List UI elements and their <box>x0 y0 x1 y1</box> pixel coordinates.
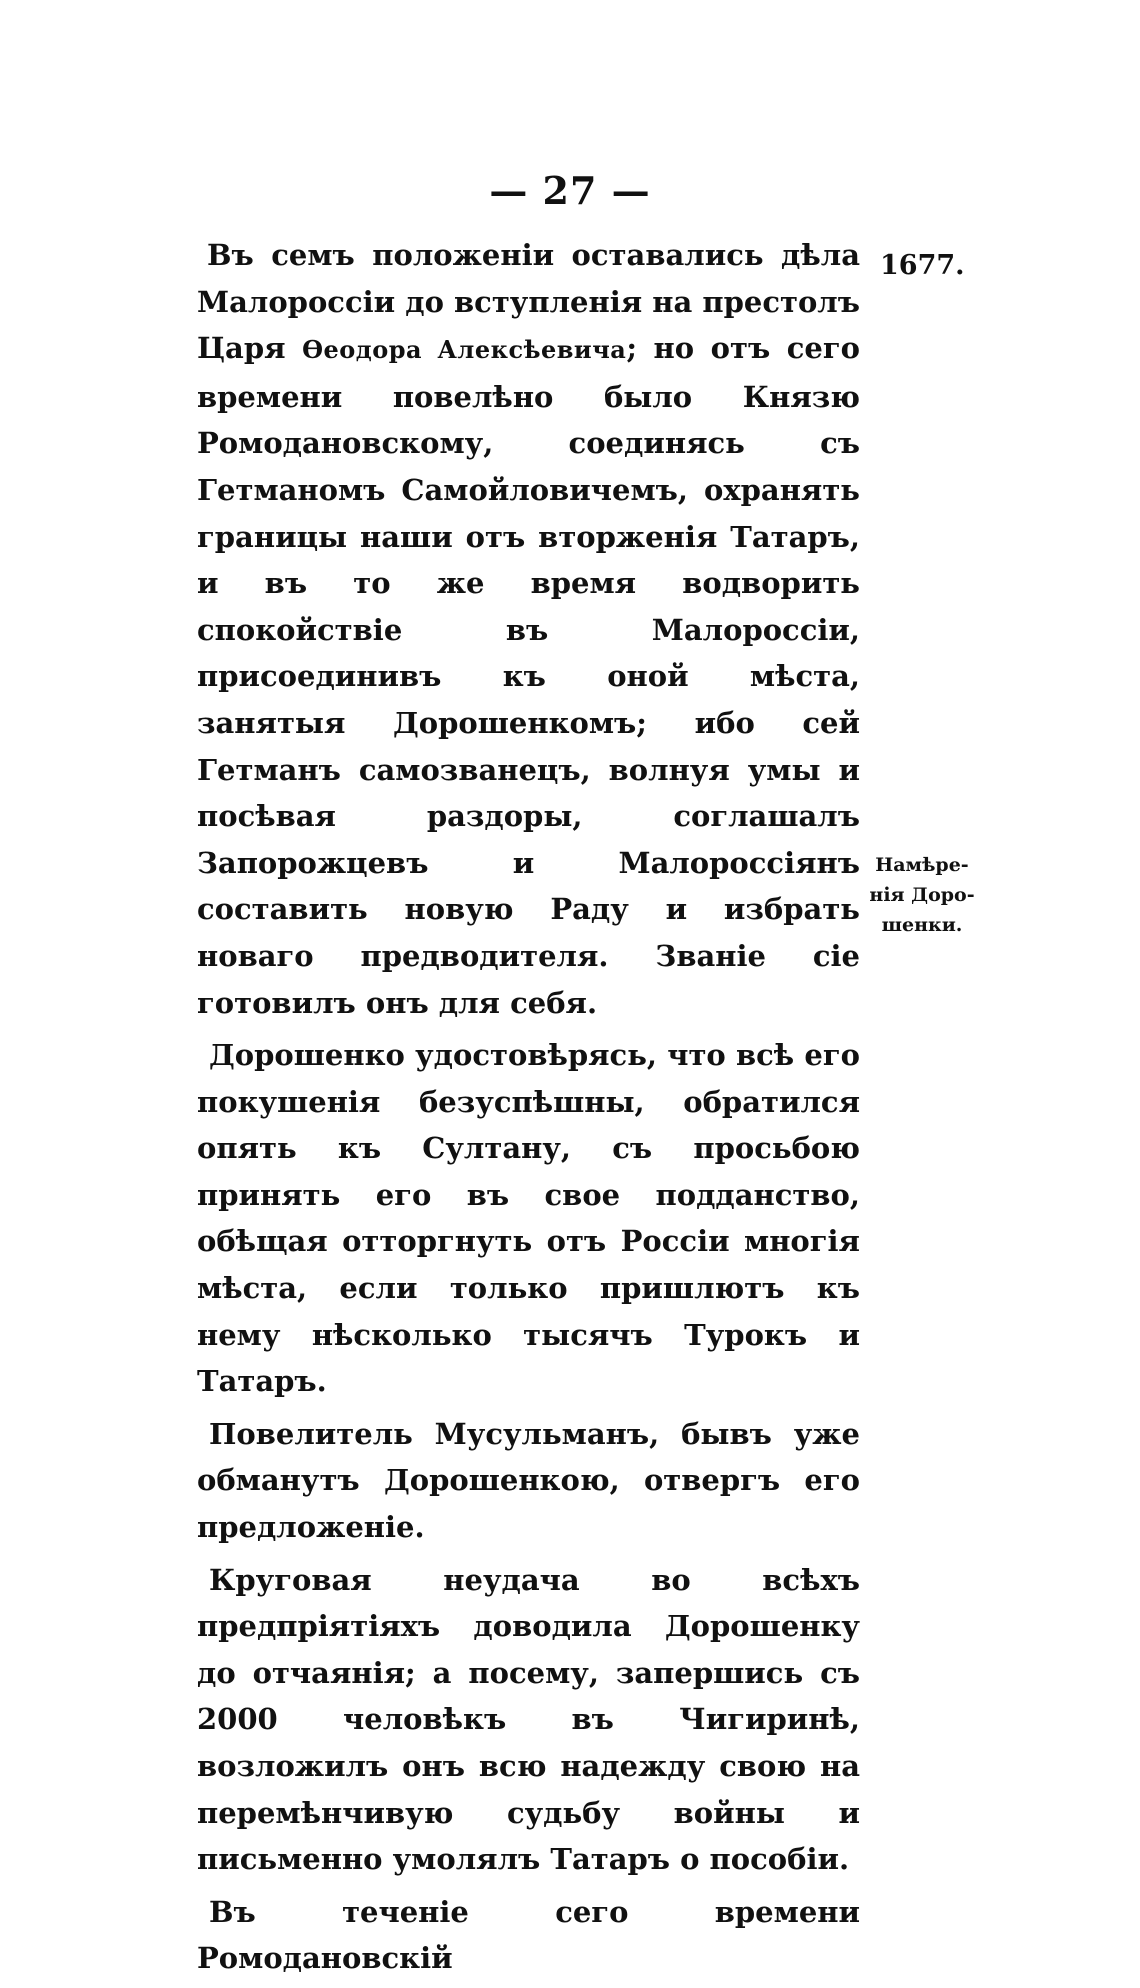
margin-note <box>868 850 976 940</box>
paragraph: Въ теченіе сего времени Ромодановскій <box>197 1894 860 1976</box>
paragraph-text: Въ семъ положеніи оставались дѣла Малороссіи до вступленія на престолъ Царя <box>197 238 860 366</box>
margin-note-line: шенки. <box>881 914 963 936</box>
tsar-name: Ѳеодора Алексѣевича <box>302 335 627 365</box>
paragraph: Дорошенко удостовѣрясь, что всѣ его покушенія безуспѣшны, обратился опять къ Султану, съ просьбою принять его въ свое подданство, обѣщая отторгнуть отъ Россіи многія мѣста, если только пришлютъ къ нему нѣсколько тысячъ Турокъ и Татаръ. <box>197 1038 860 1399</box>
body-text <box>197 232 860 1988</box>
paragraph-text: ; но отъ сего времени повелѣно было Князю Ромодановскому, соединясь съ Гетманомъ Самойловичемъ, охранять границы наши отъ вторженія Татаръ, и въ то же время водворить спокойствіе въ Малороссіи, присоединивъ къ оной мѣста, занятыя Дорошенкомъ; ибо сей Гетманъ самозванецъ, волнуя умы и посѣвая раздоры, соглашалъ Запорожцевъ и Малороссіянъ составить новую Раду и избрать новаго предводителя. Званіе сіе готовилъ онъ для себя. <box>197 331 860 1020</box>
paragraph: Круговая неудача во всѣхъ предпріятіяхъ доводила Дорошенку до отчаянія; а посему, запершись съ 2000 человѣкъ въ Чигиринѣ, возложилъ онъ всю надежду свою на перемѣнчивую судьбу войны и письменно умолялъ Татаръ о пособіи. <box>197 1562 860 1877</box>
margin-note-line: Намѣре- <box>875 854 969 876</box>
paragraph: Повелитель Мусульманъ, бывъ уже обманутъ Дорошенкою, отвергъ его предложеніе. <box>197 1416 860 1545</box>
page-number: — 27 — <box>489 168 651 213</box>
margin-year: 1677. <box>880 250 965 281</box>
margin-note-line: нія Доро- <box>869 884 975 906</box>
paragraph <box>197 232 860 1026</box>
